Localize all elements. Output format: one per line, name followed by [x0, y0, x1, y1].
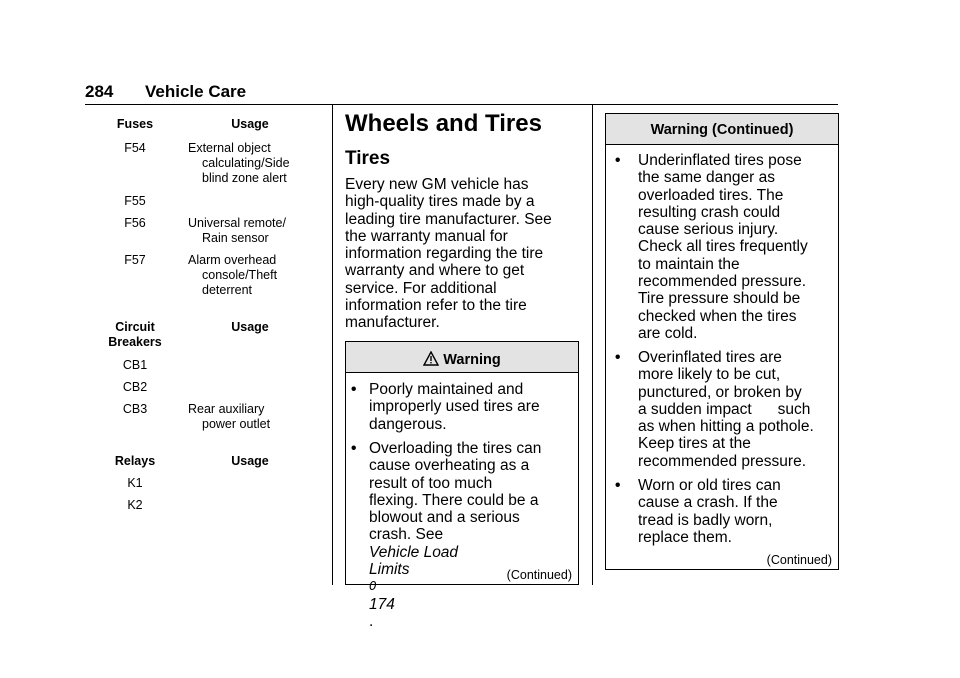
column-header-usage: Usage	[231, 454, 269, 468]
warning-item: • Overinflated tires are more likely to be cut, punctured, or broken by a sudden impact such as when hitting a pothole. Keep tires at the recommended pressure.	[615, 349, 814, 470]
intro-paragraph: Every new GM vehicle has high-quality tires made by a leading tire manufacturer. See the warranty manual for information regarding the tire warranty and where to get service. For additional information refer to the tire manufacturer.	[345, 176, 552, 332]
warning-item: • Poorly maintained and improperly used tires are dangerous.	[351, 381, 540, 433]
warning-triangle-icon	[423, 351, 439, 366]
fuses-table	[85, 117, 315, 303]
row-usage: External object calculating/Side blind zone alert	[188, 141, 290, 185]
table-row	[85, 358, 315, 380]
circuit-breakers-table	[85, 320, 315, 438]
row-usage: Rear auxiliary power outlet	[188, 402, 271, 431]
warning-item: • Worn or old tires can cause a crash. If the tread is badly worn, replace them.	[615, 477, 781, 546]
column-header-usage: Usage	[231, 320, 269, 334]
warning-item: • Overloading the tires can cause overheating as a result of too much flexing. There could be a blowout and a serious crash. See Vehicle Load Limits 0 174 .	[351, 440, 542, 630]
row-id: F57	[124, 253, 146, 267]
column-header-usage: Usage	[231, 117, 269, 131]
table-row	[85, 498, 315, 520]
row-id: F55	[124, 194, 146, 208]
warning-item: • Underinflated tires pose the same danger as overloaded tires. The resulting crash could cause serious injury. Check all tires frequently to maintain the recommended pressure. Tire pressure should be checked when the tires are cold.	[615, 152, 808, 342]
continued-note: (Continued)	[506, 568, 572, 582]
row-id: F56	[124, 216, 146, 230]
column-divider	[332, 105, 333, 585]
page-title: Wheels and Tires	[345, 110, 542, 137]
table-row	[85, 216, 315, 253]
warning-header: Warning (Continued)	[606, 114, 838, 145]
section-title: Vehicle Care	[145, 82, 247, 101]
column-header-fuses: Fuses	[116, 117, 154, 131]
table-row	[85, 476, 315, 498]
table-row	[85, 380, 315, 402]
page-header	[85, 82, 838, 105]
continued-note: (Continued)	[766, 553, 832, 567]
column-header-relays: Relays	[114, 454, 156, 468]
table-row	[85, 402, 315, 438]
row-id: CB2	[122, 380, 148, 394]
column-header-circuit-breakers: Circuit Breakers	[108, 320, 162, 349]
table-row	[85, 194, 315, 216]
row-id: CB1	[122, 358, 148, 372]
table-row	[85, 141, 315, 194]
column-divider	[592, 105, 593, 585]
relays-table	[85, 454, 315, 520]
row-id: CB3	[122, 402, 148, 416]
row-id: F54	[124, 141, 146, 155]
page-number: 284	[85, 82, 114, 101]
warning-title: Warning	[443, 352, 501, 368]
row-usage: Alarm overhead console/Theft deterrent	[188, 253, 278, 297]
warning-header	[346, 342, 578, 373]
row-usage: Universal remote/ Rain sensor	[188, 216, 286, 245]
warning-box	[345, 341, 579, 630]
row-id: K2	[127, 498, 143, 512]
table-row	[85, 253, 315, 303]
row-id: K1	[127, 476, 143, 490]
warning-continued-box	[605, 113, 839, 570]
section-heading: Tires	[345, 148, 391, 169]
